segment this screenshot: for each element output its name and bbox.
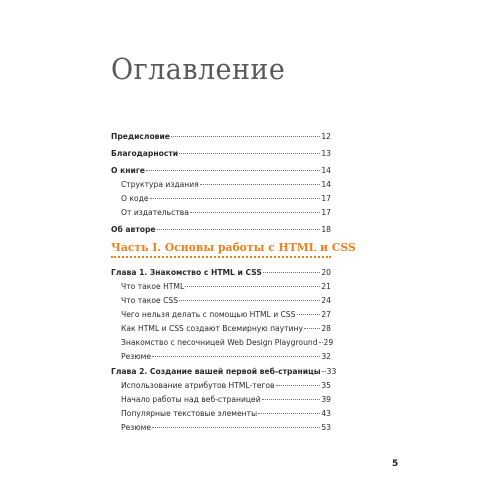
leader-dots xyxy=(152,427,320,428)
toc-entry-label: Чего нельзя делать с помощью HTML и CSS xyxy=(121,310,296,319)
leader-dots xyxy=(262,399,321,400)
toc-entry-label: Что такое CSS xyxy=(121,296,179,305)
part-heading[interactable]: Часть I. Основы работы с HTML и CSS xyxy=(111,241,356,254)
toc-entry-label: Об авторе xyxy=(111,225,156,234)
toc-entry-page: 53 xyxy=(321,423,331,432)
leader-dots xyxy=(190,212,320,213)
toc-entry-about-book[interactable] xyxy=(111,166,331,180)
toc-section[interactable] xyxy=(111,352,331,366)
leader-dots xyxy=(179,153,320,154)
leader-dots xyxy=(276,385,321,386)
toc-section[interactable] xyxy=(111,338,334,352)
chapter-2-toc xyxy=(111,367,337,437)
toc-entry-page: 20 xyxy=(321,268,331,277)
leader-dots xyxy=(150,198,321,199)
toc-entry-label: Знакомство с песочницей Web Design Playground xyxy=(121,338,318,347)
toc-entry-page: 18 xyxy=(321,225,331,234)
toc-entry-label: Благодарности xyxy=(111,149,179,158)
toc-entry-page: 32 xyxy=(321,352,331,361)
toc-entry-about-author[interactable] xyxy=(111,225,331,239)
toc-section[interactable] xyxy=(111,409,331,423)
chapter-1-toc xyxy=(111,268,334,366)
toc-entry-label: Что такое HTML xyxy=(121,282,185,291)
toc-entry-page: 21 xyxy=(321,282,331,291)
leader-dots xyxy=(185,286,320,287)
leader-dots xyxy=(322,371,326,372)
toc-entry-label: Резюме xyxy=(121,352,152,361)
toc-entry-page: 29 xyxy=(323,338,334,347)
leader-dots xyxy=(146,170,320,171)
toc-entry-label: О коде xyxy=(121,194,149,203)
page-number: 5 xyxy=(392,459,399,469)
toc-entry-page: 14 xyxy=(321,166,331,175)
page-title: Оглавление xyxy=(111,52,286,86)
toc-entry-page: 17 xyxy=(321,194,331,203)
toc-entry-label: От издательства xyxy=(121,208,189,217)
toc-chapter-2[interactable] xyxy=(111,367,337,381)
toc-entry-page: 35 xyxy=(321,381,331,390)
leader-dots xyxy=(258,413,320,414)
toc-entry-page: 17 xyxy=(321,208,331,217)
part-divider xyxy=(111,256,331,258)
toc-entry-page: 33 xyxy=(326,367,337,376)
leader-dots xyxy=(263,272,321,273)
toc-section[interactable] xyxy=(111,282,331,296)
leader-dots xyxy=(297,314,321,315)
toc-section[interactable] xyxy=(111,395,331,409)
toc-entry-publisher[interactable] xyxy=(111,208,331,222)
toc-entry-page: 12 xyxy=(321,132,331,141)
toc-entry-page: 13 xyxy=(321,149,331,158)
front-matter-toc xyxy=(111,132,331,239)
leader-dots xyxy=(157,229,321,230)
leader-dots xyxy=(152,356,320,357)
toc-section[interactable] xyxy=(111,324,331,338)
toc-section[interactable] xyxy=(111,310,331,324)
toc-chapter-1[interactable] xyxy=(111,268,331,282)
toc-entry-label: Как HTML и CSS создают Всемирную паутину xyxy=(121,324,304,333)
toc-entry-label: Популярные текстовые элементы xyxy=(121,409,258,418)
toc-section[interactable] xyxy=(111,296,331,310)
toc-entry-page: 39 xyxy=(321,395,331,404)
leader-dots xyxy=(200,184,321,185)
toc-entry-label: Глава 1. Знакомство с HTML и CSS xyxy=(111,268,262,277)
toc-entry-preface[interactable] xyxy=(111,132,331,146)
toc-entry-label: Резюме xyxy=(121,423,152,432)
toc-entry-label: О книге xyxy=(111,166,145,175)
toc-entry-label: Структура издания xyxy=(121,180,199,189)
toc-entry-code[interactable] xyxy=(111,194,331,208)
toc-entry-label: Использование атрибутов HTML-тегов xyxy=(121,381,275,390)
toc-entry-label: Предисловие xyxy=(111,132,170,141)
toc-entry-structure[interactable] xyxy=(111,180,331,194)
toc-section[interactable] xyxy=(111,423,331,437)
toc-entry-label: Начало работы над веб-страницей xyxy=(121,395,261,404)
leader-dots xyxy=(171,136,320,137)
toc-entry-acknowledgments[interactable] xyxy=(111,149,331,163)
toc-entry-page: 24 xyxy=(321,296,331,305)
toc-entry-page: 14 xyxy=(321,180,331,189)
toc-section[interactable] xyxy=(111,381,331,395)
toc-entry-label: Глава 2. Создание вашей первой веб-страницы xyxy=(111,367,321,376)
toc-entry-page: 28 xyxy=(321,324,331,333)
leader-dots xyxy=(179,300,320,301)
toc-entry-page: 27 xyxy=(321,310,331,319)
leader-dots xyxy=(304,328,320,329)
toc-entry-page: 43 xyxy=(321,409,331,418)
leader-dots xyxy=(319,342,323,343)
